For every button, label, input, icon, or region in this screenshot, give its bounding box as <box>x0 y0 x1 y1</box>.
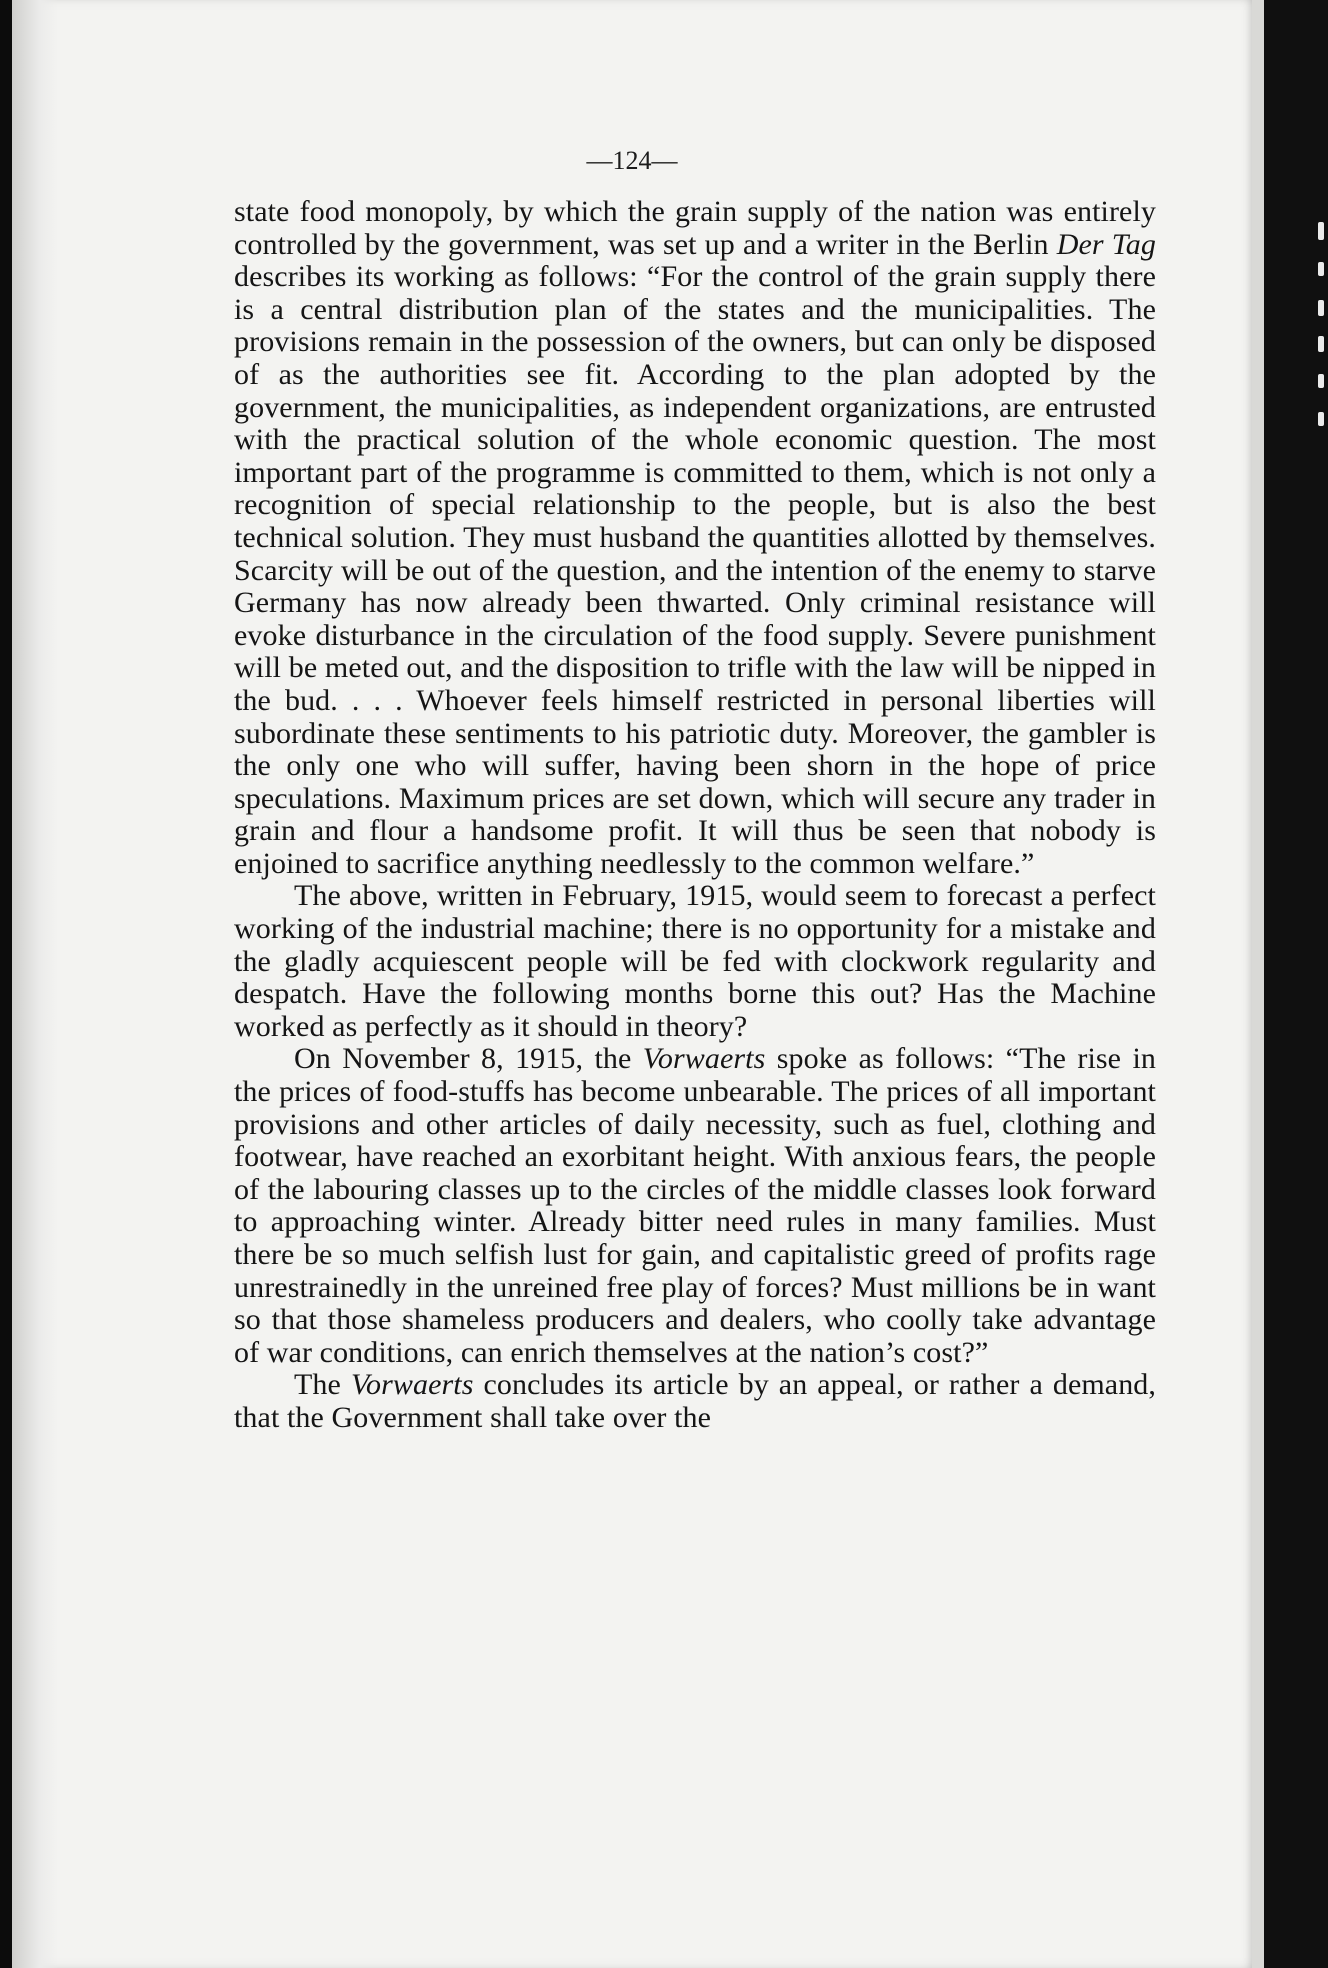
text-segment: describes its working as follows: “For the control of the grain supply there is a central distribution plan of the states and the municipalities. The provisions remain in the possession of the owners, but can only be disposed of as the authorities see fit. According to the plan adopted by the government, the municipalities, as independent organizations, are entrusted with the practical solution of the whole economic question. The most important part of the programme is committed to them, which is not only a recognition of special relationship to the people, but is also the best technical solution. They must husband the quantities allotted by themselves. Scarcity will be out of the question, and the intention of the enemy to starve Germany has now already been thwarted. Only criminal resistance will evoke disturbance in the circulation of the food supply. Severe punishment will be meted out, and the disposition to trifle with the law will be nipped in the bud. . . . Whoever feels himself restricted in personal liberties will subordinate these sentiments to his patriotic duty. Moreover, the gambler is the only one who will suffer, having been shorn in the hope of price speculations. Maximum prices are set down, which will secure any trader in grain and flour a handsome profit. It will thus be seen that nobody is enjoined to sacrifice anything needlessly to the common welfare.” <box>234 260 1156 880</box>
adjacent-page-fragment <box>1318 262 1324 276</box>
adjacent-page-fragment <box>1318 412 1324 426</box>
page-gutter-shadow <box>12 0 58 1968</box>
adjacent-page-fragment <box>1318 374 1324 388</box>
adjacent-page-strip <box>1264 0 1328 1968</box>
italic-title: Vorwaerts <box>350 1368 474 1402</box>
paragraph-p1 <box>234 196 1156 880</box>
text-segment: The <box>294 1368 351 1402</box>
adjacent-page-fragment <box>1318 222 1324 240</box>
paragraph-p4 <box>234 1369 1156 1434</box>
italic-title: Der Tag <box>1056 227 1156 261</box>
text-segment: On November 8, 1915, the <box>294 1042 643 1076</box>
paragraph-p2 <box>234 880 1156 1043</box>
book-page <box>12 0 1252 1968</box>
adjacent-page-fragment <box>1318 336 1324 352</box>
adjacent-page-fragment <box>1318 300 1324 316</box>
body-text <box>234 196 1156 1435</box>
text-segment: spoke as follows: “The rise in the prices of food-stuffs has become unbearable. The prices of all important provisions and other articles of daily necessity, such as fuel, clothing and footwear, have reached an exorbitant height. With anxious fears, the people of the labouring classes up to the circles of the middle classes look forward to approaching winter. Already bitter need rules in many families. Must there be so much selfish lust for gain, and capitalistic greed of profits rage unrestrainedly in the unreined free play of forces? Must millions be in want so that those shameless producers and dealers, who coolly take advantage of war conditions, can enrich themselves at the nation’s cost?” <box>234 1042 1156 1369</box>
text-segment: The above, written in February, 1915, would seem to forecast a perfect working of the industrial machine; there is no opportunity for a mistake and the gladly acquiescent people will be fed with clockwork regularity and despatch. Have the following months borne this out? Has the Machine worked as perfectly as it should in theory? <box>234 879 1156 1043</box>
italic-title: Vorwaerts <box>642 1042 766 1076</box>
text-segment: concludes its article by an appeal, or rather a demand, that the Government shall take over the <box>234 1368 1157 1434</box>
text-segment: state food monopoly, by which the grain supply of the nation was entirely controlled by the government, was set up and a writer in the Berlin <box>234 195 1156 261</box>
page-edge <box>1252 0 1264 1968</box>
page-number: —124— <box>586 146 678 175</box>
paragraph-p3 <box>234 1043 1156 1369</box>
